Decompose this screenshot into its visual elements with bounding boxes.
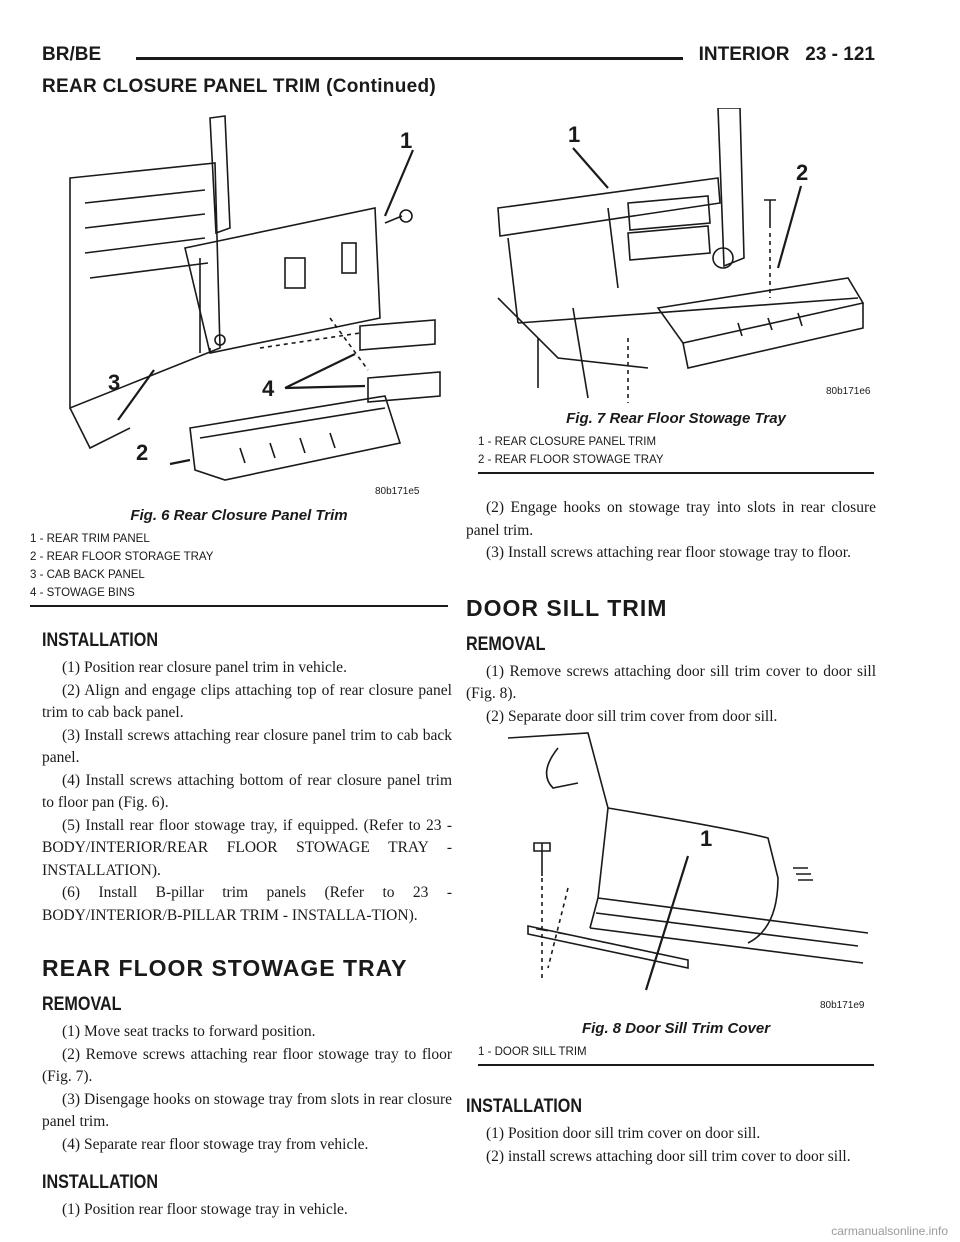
installation-heading: INSTALLATION	[42, 630, 159, 651]
installation-step-1: (1) Position rear closure panel trim in vehicle.	[62, 659, 347, 676]
figure-6	[30, 108, 448, 607]
section-title-door-sill-trim: DOOR SILL TRIM	[466, 594, 668, 621]
installation-step-6: (6) Install B-pillar trim panels (Refer to 23 - BODY/INTERIOR/B-PILLAR TRIM - INSTALLA-TION).	[42, 884, 452, 924]
fig6-callout-1: 1	[400, 128, 413, 153]
fig6-rule	[30, 605, 448, 607]
installation-step-4: (4) Install screws attaching bottom of rear closure panel trim to floor pan (Fig. 6).	[42, 771, 452, 811]
installation-step-3: (3) Install screws attaching rear closure panel trim to cab back panel.	[42, 726, 452, 766]
door-sill-installation-step-1: (1) Position door sill trim cover on door sill.	[486, 1125, 761, 1142]
removal-step-4: (4) Separate rear floor stowage tray from vehicle.	[62, 1135, 369, 1153]
figure-8	[478, 728, 874, 1066]
fig6-legend	[30, 530, 448, 602]
right-column-bottom	[466, 1096, 876, 1168]
removal-heading: REMOVAL	[42, 994, 122, 1015]
fig7-callout-2: 2	[796, 160, 809, 185]
figure-7	[478, 108, 874, 474]
door-sill-removal-step-1: (1) Remove screws attaching door sill trim cover to door sill (Fig. 8).	[466, 662, 876, 702]
fig7-rule	[478, 472, 874, 474]
fig6-callout-2: 2	[136, 440, 149, 465]
fig8-callout-1: 1	[700, 826, 713, 851]
continued-step-2: (2) Engage hooks on stowage tray into slots in rear closure panel trim.	[466, 499, 876, 539]
header-section-page	[699, 44, 875, 66]
fig8-illustration	[478, 728, 874, 1016]
fig6-illustration	[30, 108, 448, 503]
right-column	[466, 497, 876, 728]
header-rule	[136, 57, 683, 60]
fig7-legend	[478, 433, 874, 469]
removal-step-1: (1) Move seat tracks to forward position.	[62, 1023, 316, 1040]
fig7-title: Fig. 7 Rear Floor Stowage Tray	[566, 410, 786, 427]
fig7-legend-item-1: 1 - REAR CLOSURE PANEL TRIM	[478, 436, 657, 448]
fig8-rule	[478, 1064, 874, 1066]
fig7-legend-item-2: 2 - REAR FLOOR STOWAGE TRAY	[478, 454, 664, 466]
fig8-code: 80b171e9	[820, 1000, 865, 1011]
fig8-legend	[478, 1043, 874, 1061]
fig6-legend-item-3: 3 - CAB BACK PANEL	[30, 569, 145, 581]
removal-step-3: (3) Disengage hooks on stowage tray from slots in rear closure panel trim.	[42, 1090, 452, 1130]
installation-step-2: (2) Align and engage clips attaching top of rear closure panel trim to cab back panel.	[42, 681, 452, 721]
watermark: carmanualsonline.info	[831, 1224, 948, 1238]
installation2-step-1: (1) Position rear floor stowage tray in vehicle.	[62, 1201, 348, 1218]
section-title-rear-floor-stowage-tray: REAR FLOOR STOWAGE TRAY	[42, 955, 408, 981]
continued-title: REAR CLOSURE PANEL TRIM (Continued)	[42, 76, 436, 97]
door-sill-removal-step-2: (2) Separate door sill trim cover from door sill.	[486, 707, 778, 725]
fig6-callout-4: 4	[262, 376, 275, 401]
left-column	[42, 630, 452, 1222]
fig6-legend-item-4: 4 - STOWAGE BINS	[30, 587, 135, 599]
installation-step-5: (5) Install rear floor stowage tray, if equipped. (Refer to 23 - BODY/INTERIOR/REAR FLOOR STOWAGE TRAY - INSTALLATION).	[42, 816, 452, 879]
header-model: BR/BE	[42, 44, 102, 65]
header-page: 23 - 121	[805, 44, 875, 65]
fig6-title: Fig. 6 Rear Closure Panel Trim	[130, 507, 348, 524]
fig6-callout-3: 3	[108, 370, 121, 395]
fig7-callout-1: 1	[568, 122, 581, 147]
door-sill-removal-heading: REMOVAL	[466, 633, 546, 655]
fig7-illustration	[478, 108, 874, 406]
fig6-code: 80b171e5	[375, 486, 420, 497]
installation2-heading: INSTALLATION	[42, 1172, 159, 1193]
fig6-legend-item-2: 2 - REAR FLOOR STORAGE TRAY	[30, 551, 214, 563]
door-sill-installation-step-2: (2) install screws attaching door sill trim cover to door sill.	[486, 1147, 851, 1165]
continued-step-3: (3) Install screws attaching rear floor stowage tray to floor.	[486, 544, 851, 561]
fig6-legend-item-1: 1 - REAR TRIM PANEL	[30, 533, 150, 545]
header-section: INTERIOR	[698, 44, 790, 65]
fig7-code: 80b171e6	[826, 386, 871, 397]
removal-step-2: (2) Remove screws attaching rear floor stowage tray to floor (Fig. 7).	[42, 1045, 452, 1085]
fig8-legend-item-1: 1 - DOOR SILL TRIM	[478, 1046, 587, 1058]
fig8-title: Fig. 8 Door Sill Trim Cover	[581, 1020, 771, 1037]
door-sill-installation-heading: INSTALLATION	[466, 1096, 583, 1117]
